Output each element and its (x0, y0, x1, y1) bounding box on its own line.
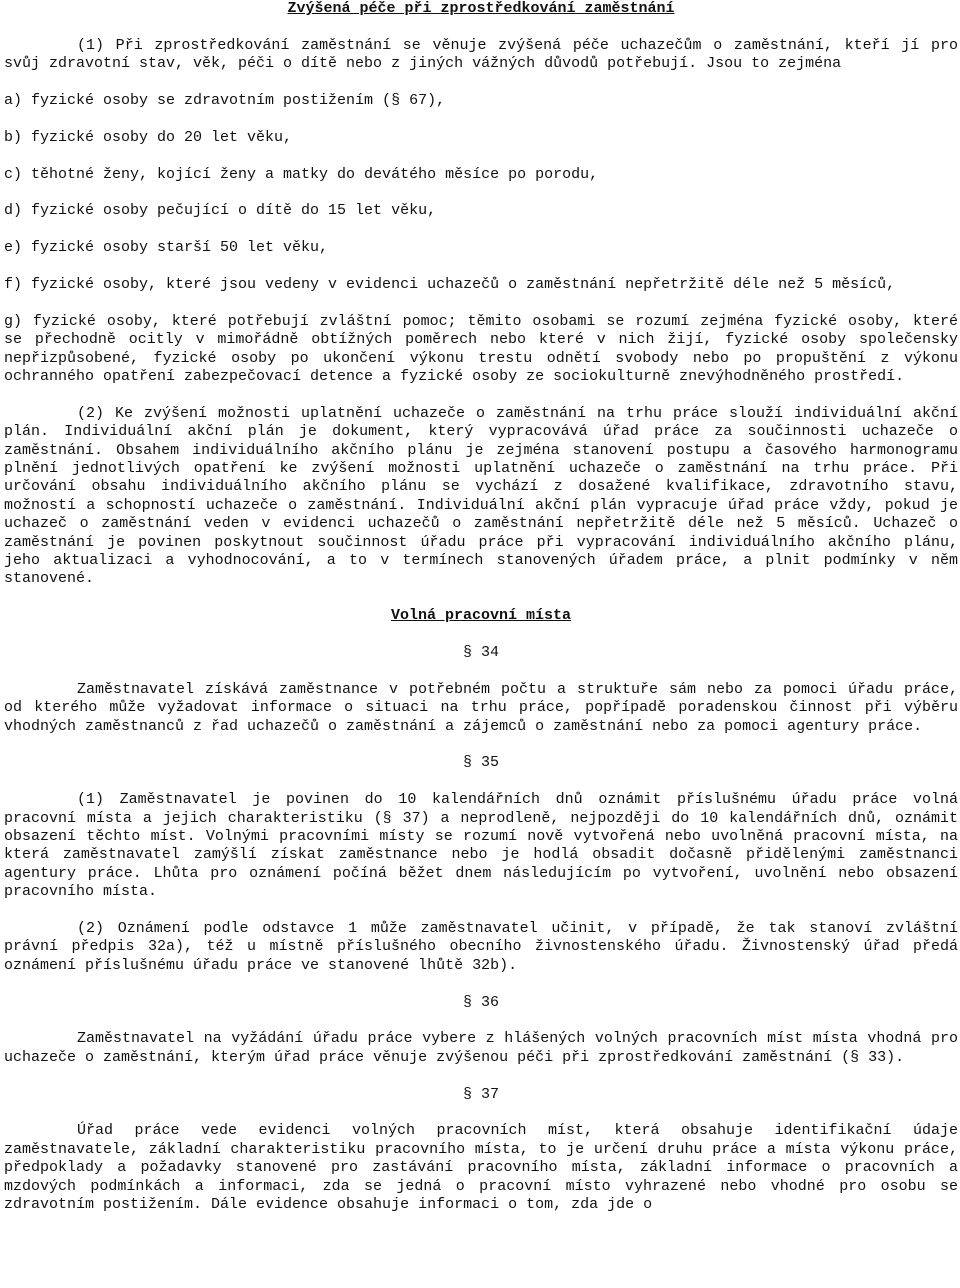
section-34-number: § 34 (462, 644, 499, 662)
list-item-g: g) fyzické osoby, které potřebují zvláštní pomoc; těmito osobami se rozumí zejména fyzické osoby, které se přechodně ocitly v mimořádně obtížných poměrech nebo které v nich žijí, fyzické osoby společensky nepřizpůsobené, fyzické osoby po ukončení výkonu trestu odnětí svobody nebo po propuštění z výkonu ochranného opatření zabezpečovací detence a fyzické osoby ze sociokulturně znevýhodněného prostředí. (4, 312, 958, 385)
heading-volna-mista: Volná pracovní místa (390, 607, 572, 625)
list-item-e: e) fyzické osoby starší 50 let věku, (4, 239, 329, 257)
list-item-b: b) fyzické osoby do 20 let věku, (4, 128, 293, 146)
section-37-text: Úřad práce vede evidenci volných pracovních míst, která obsahuje identifikační údaje zaměstnavatele, základní charakteristiku pracovního místa, to je určení druhu práce a místa výkonu práce, předpoklady a požadavky stanovené pro zastávání pracovního místa, základní informace o pracovních a mzdových podmínkách a informaci, zda se jedná o pracovní místo vyhrazené nebo vhodné pro osobu se zdravotním postižením. Dále evidence obsahuje informaci o tom, zda jde o (4, 1122, 958, 1214)
paragraph-1-intro: (1) Při zprostředkování zaměstnání se věnuje zvýšená péče uchazečům o zaměstnání, kteří jí pro svůj zdravotní stav, věk, péči o dítě nebo z jiných vážných důvodů potřebují. Jsou to zejména (4, 36, 958, 73)
section-35-number: § 35 (462, 754, 499, 772)
list-item-c: c) těhotné ženy, kojící ženy a matky do devátého měsíce po porodu, (4, 165, 599, 183)
section-36-number: § 36 (462, 993, 499, 1011)
list-item-d: d) fyzické osoby pečující o dítě do 15 let věku, (4, 202, 437, 220)
section-35-paragraph-2: (2) Oznámení podle odstavce 1 může zaměstnavatel učinit, v případě, že tak stanoví zvláštní právní předpis 32a), též u místně příslušného obecního živnostenského úřadu. Živnostenský úřad předá oznámení příslušnému úřadu práce ve stanovené lhůtě 32b). (4, 920, 958, 974)
paragraph-2: (2) Ke zvýšení možnosti uplatnění uchazeče o zaměstnání na trhu práce slouží individuální akční plán. Individuální akční plán je dokument, který vypracovává úřad práce za součinnosti uchazeče o zaměstnání. Obsahem individuálního akčního plánu je zejména stanovení postupu a časového harmonogramu plnění jednotlivých opatření ke zvýšení možnosti uplatnění uchazeče o zaměstnání na trhu práce. Při určování obsahu individuálního akčního plánu se vychází z dosažené kvalifikace, zdravotního stavu, možností a schopností uchazeče o zaměstnání. Individuální akční plán vypracuje úřad práce vždy, pokud je uchazeč o zaměstnání veden v evidenci uchazečů o zaměstnání nepřetržitě déle než 5 měsíců. Uchazeč o zaměstnání je povinen poskytnout součinnost úřadu práce při vypracování individuálního akčního plánu, jeho aktualizaci a vyhodnocování, a to v termínech stanovených úřadem práce, a plnit podmínky v něm stanovené. (4, 404, 958, 588)
section-title: Zvýšená péče při zprostředkování zaměstnání (287, 0, 675, 17)
section-37-number: § 37 (462, 1085, 499, 1103)
document-page (4, 0, 958, 1215)
section-35-paragraph-1: (1) Zaměstnavatel je povinen do 10 kalendářních dnů oznámit příslušnému úřadu práce volná pracovní místa a jejich charakteristiku (§ 37) a neprodleně, nejpozději do 10 kalendářních dnů, oznámit obsazení těchto míst. Volnými pracovními místy se rozumí nově vytvořená nebo uvolněná pracovní místa, na která zaměstnavatel zamýšlí získat zaměstnance nebo je hodlá obsadit dočasně přidělenými zaměstnanci agentury práce. Lhůta pro oznámení počíná běžet dnem následujícím po vytvoření, uvolnění nebo obsazení pracovního místa. (4, 791, 958, 901)
section-36-text: Zaměstnavatel na vyžádání úřadu práce vybere z hlášených volných pracovních míst místa vhodná pro uchazeče o zaměstnání, kterým úřad práce věnuje zvýšenou péči při zprostředkování zaměstnání (§ 33). (4, 1030, 958, 1066)
list-item-a: a) fyzické osoby se zdravotním postižením (§ 67), (4, 92, 446, 109)
section-34-text: Zaměstnavatel získává zaměstnance v potřebném počtu a struktuře sám nebo za pomoci úřadu práce, od kterého může vyžadovat informace o situaci na trhu práce, popřípadě poradenskou činnost při výběru vhodných zaměstnanců z řad uchazečů o zaměstnání a zájemců o zaměstnání nebo za pomoci agentury práce. (4, 680, 958, 735)
list-item-f: f) fyzické osoby, které jsou vedeny v evidenci uchazečů o zaměstnání nepřetržitě déle než 5 měsíců, (4, 275, 896, 293)
